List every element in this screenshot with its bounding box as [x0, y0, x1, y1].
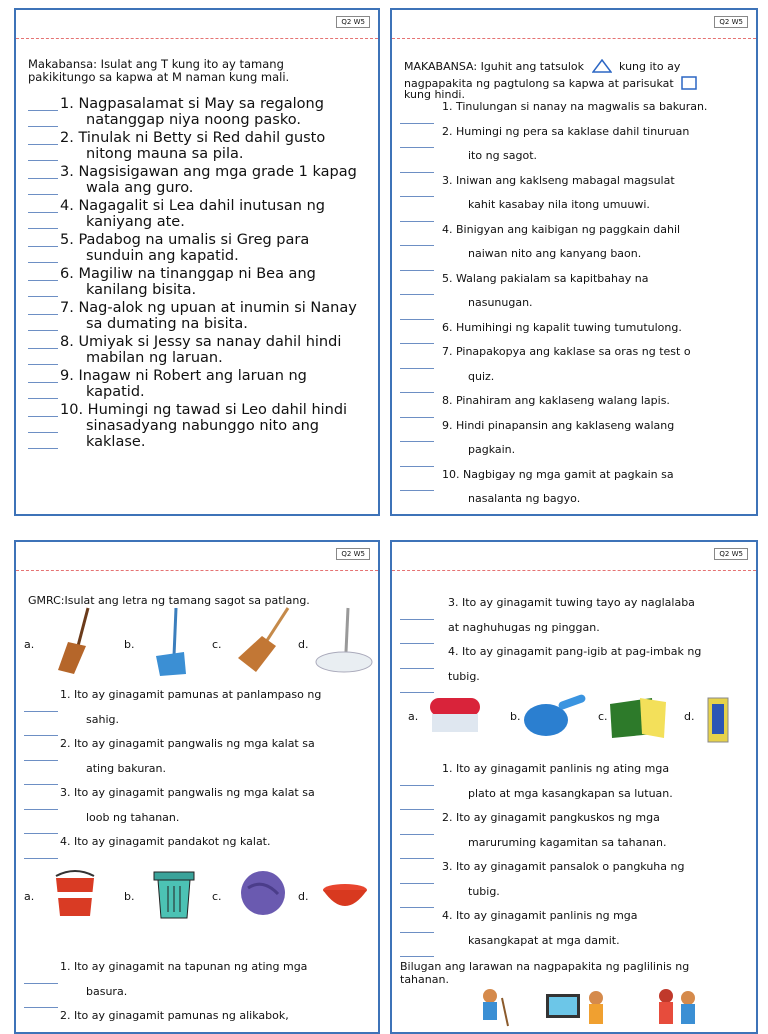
question-text-continued: loob ng tahanan.: [86, 810, 180, 824]
question-text-continued: sa dumating na bisita.: [86, 316, 248, 332]
answer-blank[interactable]: [24, 858, 58, 859]
question-text: 1. Ito ay ginagamit panlinis ng ating mga: [442, 762, 670, 775]
option-label: c.: [212, 638, 222, 651]
broom-icon: [236, 606, 292, 676]
worksheet-panel-2: [390, 8, 758, 516]
instructions: GMRC:Isulat ang letra ng tamang sagot sa patlang.: [28, 594, 310, 607]
question-text: 7. Nag-alok ng upuan at inumin si Nanay: [60, 300, 357, 316]
guide-line: [24, 735, 58, 736]
week-code: Q2 W5: [714, 548, 748, 560]
answer-blank[interactable]: [24, 760, 58, 761]
question-text-continued: sinasadyang nabunggo nito ang: [86, 418, 319, 434]
answer-blank[interactable]: [400, 196, 434, 197]
question-text-continued: basura.: [86, 984, 128, 998]
option-label: b.: [124, 890, 135, 903]
worksheet-panel-1: [14, 8, 380, 516]
dipper-icon: [522, 690, 586, 740]
answer-blank[interactable]: [400, 123, 434, 124]
child-sweeping-icon: [474, 988, 514, 1028]
question-text-continued: quiz.: [468, 369, 495, 383]
week-code: Q2 W5: [336, 548, 370, 560]
question-text-continued: kanilang bisita.: [86, 282, 197, 298]
answer-blank[interactable]: [400, 441, 434, 442]
guide-line: [400, 172, 434, 173]
question-text: 8. Pinahiram ang kaklaseng walang lapis.: [442, 394, 670, 407]
question-text-continued: pagkain.: [468, 443, 516, 456]
option-label: d.: [684, 710, 695, 723]
question-text: 3. Ito ay ginagamit pangwalis ng mga kalat sa: [60, 786, 315, 799]
question-text-continued: sahig.: [86, 712, 119, 726]
detergent-icon: [706, 694, 730, 744]
question-text-continued: natanggap niya noong pasko.: [86, 112, 301, 128]
worksheet-panel-3: [14, 540, 380, 1034]
guide-line: [400, 515, 434, 516]
circle-instructions: Bilugan ang larawan na nagpapakita ng paglilinis ng tahanan.: [400, 960, 690, 986]
question-text: 6. Humihingi ng kapalit tuwing tumutulong.: [442, 320, 682, 334]
guide-line: [400, 643, 434, 644]
option-label: b.: [124, 638, 135, 651]
question-text: 3. Nagsisigawan ang mga grade 1 kapag: [60, 164, 357, 180]
answer-blank[interactable]: [400, 294, 434, 295]
option-label: d.: [298, 890, 309, 903]
triangle-icon: [592, 59, 612, 73]
answer-blank[interactable]: [24, 809, 58, 810]
answer-blank[interactable]: [400, 343, 434, 344]
divider: [392, 570, 756, 571]
answer-blank[interactable]: [400, 785, 434, 786]
answer-blank[interactable]: [400, 932, 434, 933]
bucket-icon: [50, 868, 100, 920]
guide-line: [28, 330, 58, 331]
answer-blank[interactable]: [28, 280, 58, 281]
child-watching-tv-icon: [542, 988, 612, 1028]
answer-blank[interactable]: [400, 245, 434, 246]
answer-blank[interactable]: [400, 619, 434, 620]
question-text: 3. Iniwan ang kaklseng mabagal magsulat: [442, 173, 675, 187]
question-text-continued: tubig.: [448, 669, 480, 683]
option-label: d.: [298, 638, 309, 651]
question-text: 5. Padabog na umalis si Greg para: [60, 232, 310, 248]
mop-icon: [312, 606, 376, 676]
question-text: 3. Ito ay ginagamit tuwing tayo ay naglalaba: [448, 596, 695, 609]
option-label: c.: [598, 710, 608, 723]
option-label: a.: [408, 710, 419, 723]
question-text: 2. Tinulak ni Betty si Red dahil gusto: [60, 130, 326, 146]
question-text: 3. Ito ay ginagamit pansalok o pangkuha ng: [442, 860, 685, 873]
guide-line: [400, 809, 434, 810]
question-text: 1. Tinulungan si nanay na magwalis sa bakuran.: [442, 100, 708, 113]
sponge-icon: [606, 694, 670, 742]
guide-line: [400, 466, 434, 467]
question-text: 4. Ito ay ginagamit pandakot ng kalat.: [60, 835, 271, 848]
question-text-continued: kapatid.: [86, 384, 145, 400]
scrub-brush-icon: [426, 694, 486, 738]
answer-blank[interactable]: [24, 1032, 58, 1033]
question-text: 1. Nagpasalamat si May sa regalong: [60, 96, 324, 112]
question-text: 8. Umiyak si Jessy sa nanay dahil hindi: [60, 334, 342, 350]
guide-line: [28, 432, 58, 433]
question-text-continued: kaniyang ate.: [86, 214, 185, 230]
question-text: 7. Pinapakopya ang kaklase sa oras ng test o: [442, 345, 691, 358]
question-text-continued: kahit kasabay nila itong umuuwi.: [468, 198, 650, 211]
square-icon: [681, 76, 697, 90]
question-text-continued: kaklase.: [86, 434, 146, 450]
week-code: Q2 W5: [714, 16, 748, 28]
question-text-continued: naiwan nito ang kanyang baon.: [468, 247, 642, 260]
option-label: c.: [212, 890, 222, 903]
answer-blank[interactable]: [400, 883, 434, 884]
answer-blank[interactable]: [24, 711, 58, 712]
question-text-continued: wala ang guro.: [86, 180, 194, 196]
question-text-continued: kasangkapat at mga damit.: [468, 933, 620, 947]
guide-line: [400, 319, 434, 320]
guide-line: [28, 398, 58, 399]
answer-blank[interactable]: [28, 246, 58, 247]
guide-line: [400, 692, 434, 693]
question-text: 4. Ito ay ginagamit pang-igib at pag-imbak ng: [448, 645, 702, 658]
guide-line: [400, 221, 434, 222]
question-text: 2. Ito ay ginagamit pangkuskos ng mga: [442, 811, 660, 824]
guide-line: [400, 956, 434, 957]
question-text: 4. Nagagalit si Lea dahil inutusan ng: [60, 198, 326, 214]
divider: [16, 570, 378, 571]
question-text-continued: nasalanta ng bagyo.: [468, 492, 581, 505]
question-text-continued: ito ng sagot.: [468, 149, 538, 162]
question-text: 4. Ito ay ginagamit panlinis ng mga: [442, 909, 638, 922]
answer-blank[interactable]: [28, 144, 58, 145]
answer-blank[interactable]: [400, 368, 434, 369]
guide-line: [28, 160, 58, 161]
worksheet-panel-4: [390, 540, 758, 1034]
trash-bin-icon: [150, 866, 198, 920]
question-text-continued: at naghuhugas ng pinggan.: [448, 620, 600, 634]
guide-line: [400, 392, 434, 393]
question-text-continued: maruruming kagamitan sa tahanan.: [468, 835, 667, 849]
option-label: b.: [510, 710, 521, 723]
guide-line: [400, 907, 434, 908]
answer-blank[interactable]: [400, 147, 434, 148]
guide-line: [28, 126, 58, 127]
cloth-icon: [238, 868, 288, 918]
dustpan-icon: [150, 606, 190, 676]
question-text-continued: nasunugan.: [468, 296, 533, 309]
answer-blank[interactable]: [28, 212, 58, 213]
answer-blank[interactable]: [28, 416, 58, 417]
option-label: a.: [24, 890, 35, 903]
instructions: MAKABANSA: Iguhit ang tatsulok kung ito ay nagpapakita ng pagtulong sa kapwa at parisukat kung hindi.: [404, 56, 746, 101]
answer-blank[interactable]: [28, 382, 58, 383]
guide-line: [24, 784, 58, 785]
instructions: Makabansa: Isulat ang T kung ito ay tamang pakikitungo sa kapwa at M naman kung mali.: [28, 57, 290, 84]
divider: [392, 38, 756, 39]
question-text-continued: mabilan ng laruan.: [86, 350, 223, 366]
question-text-continued: ating bakuran.: [86, 761, 167, 775]
question-text: 2. Ito ay ginagamit pangwalis ng mga kalat sa: [60, 737, 315, 750]
question-text: 1. Ito ay ginagamit pamunas at panlampaso ng: [60, 688, 322, 701]
question-text: 10. Nagbigay ng mga gamit at pagkain sa: [442, 467, 674, 481]
answer-blank[interactable]: [28, 178, 58, 179]
guide-line: [24, 833, 58, 834]
question-text: 2. Humingi ng pera sa kaklase dahil tinuruan: [442, 124, 690, 138]
answer-blank[interactable]: [400, 490, 434, 491]
question-text-continued: tubig.: [468, 884, 500, 898]
question-text-continued: plato at mga kasangkapan sa lutuan.: [468, 786, 673, 800]
basin-icon: [320, 882, 370, 912]
guide-line: [28, 262, 58, 263]
guide-line: [28, 228, 58, 229]
question-text: 6. Magiliw na tinanggap ni Bea ang: [60, 266, 316, 282]
guide-line: [400, 858, 434, 859]
question-text: 4. Binigyan ang kaibigan ng paggkain dahil: [442, 222, 681, 236]
question-text-continued: sunduin ang kapatid.: [86, 248, 239, 264]
divider: [16, 38, 378, 39]
question-text: 1. Ito ay ginagamit na tapunan ng ating mga: [60, 960, 308, 973]
answer-blank[interactable]: [400, 417, 434, 418]
week-code: Q2 W5: [336, 16, 370, 28]
guide-line: [28, 296, 58, 297]
guide-line: [28, 448, 58, 449]
guide-line: [28, 194, 58, 195]
guide-line: [24, 1007, 58, 1008]
guide-line: [400, 270, 434, 271]
answer-blank[interactable]: [28, 348, 58, 349]
question-text-continued: nitong mauna sa pila.: [86, 146, 244, 162]
broom-icon: [52, 606, 102, 676]
children-icon: [654, 988, 704, 1028]
question-text: 9. Hindi pinapansin ang kaklaseng walang: [442, 418, 675, 432]
answer-blank[interactable]: [400, 834, 434, 835]
question-text: 10. Humingi ng tawad si Leo dahil hindi: [60, 402, 348, 418]
guide-line: [28, 364, 58, 365]
answer-blank[interactable]: [28, 110, 58, 111]
answer-blank[interactable]: [400, 668, 434, 669]
question-text: 5. Walang pakialam sa kapitbahay na: [442, 271, 649, 285]
answer-blank[interactable]: [28, 314, 58, 315]
answer-blank[interactable]: [24, 983, 58, 984]
question-text: 9. Inagaw ni Robert ang laruan ng: [60, 368, 307, 384]
question-text: 2. Ito ay ginagamit pamunas ng alikabok,: [60, 1009, 289, 1022]
option-label: a.: [24, 638, 35, 651]
